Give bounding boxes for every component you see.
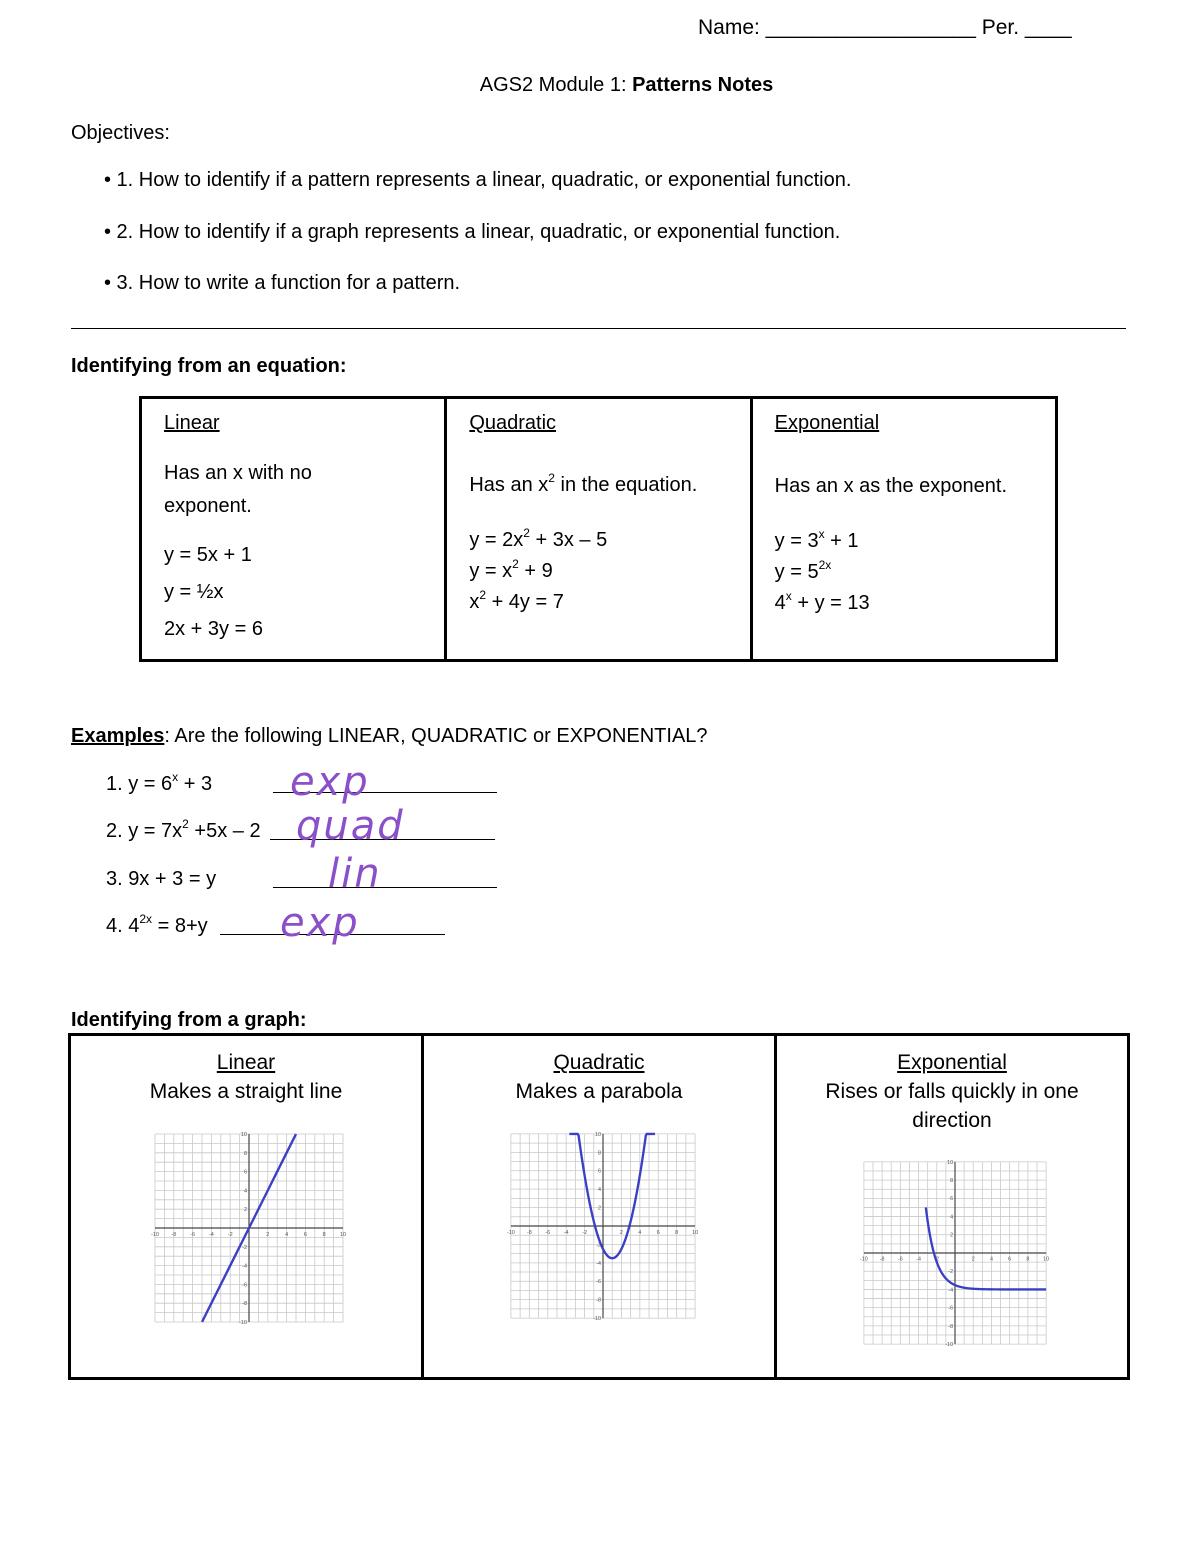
y-tick-label: 6 xyxy=(243,1169,247,1176)
example-4: 4. $4^{2x} = 8+y$ xyxy=(106,912,208,937)
x-tick-label: -8 xyxy=(171,1232,177,1238)
equation: y = 5x + 1 xyxy=(164,544,252,566)
linear-graph xyxy=(151,1130,347,1326)
equation: y = ½x xyxy=(164,581,224,603)
objective-item: • 1. How to identify if a pattern represents a linear, quadratic, or exponential function. xyxy=(104,169,852,191)
y-tick-label: 10 xyxy=(240,1132,247,1138)
linear-description: Has an x with no exponent. xyxy=(164,462,312,517)
x-tick-label: -6 xyxy=(897,1256,903,1263)
section-divider xyxy=(71,328,1126,329)
y-tick-label: -4 xyxy=(242,1263,247,1270)
x-tick-label: -10 xyxy=(507,1229,515,1236)
examples-prompt: Examples: Are the following LINEAR, QUADRATIC or EXPONENTIAL? xyxy=(71,725,708,747)
x-tick-label: 8 xyxy=(1026,1256,1030,1263)
example-3: 3. 9x + 3 = y xyxy=(106,868,217,890)
y-tick-label: 4 xyxy=(950,1214,954,1221)
y-tick-label: -10 xyxy=(239,1320,247,1326)
x-tick-label: -6 xyxy=(545,1229,551,1236)
x-tick-label: 2 xyxy=(971,1256,975,1263)
equation: $y = 2x^2 + 3x - 5$ xyxy=(469,526,608,551)
equation: $y = 5^{2x}$ xyxy=(774,558,832,583)
x-tick-label: -4 xyxy=(208,1232,214,1238)
y-tick-label: 8 xyxy=(950,1178,954,1185)
x-tick-label: -10 xyxy=(860,1256,868,1263)
equation-section-heading: Identifying from an equation: xyxy=(71,355,347,377)
x-tick-label: 2 xyxy=(266,1232,270,1238)
y-tick-label: -6 xyxy=(242,1282,247,1289)
quadratic-heading: Quadratic xyxy=(469,412,557,434)
y-tick-label: 8 xyxy=(243,1150,247,1157)
quadratic-graph-heading: Quadratic xyxy=(553,1051,645,1074)
linear-graph-column xyxy=(71,1036,424,1377)
objective-item: • 3. How to write a function for a pattern. xyxy=(104,272,461,294)
equation: $x^2 + 4y = 7$ xyxy=(469,588,564,613)
handwritten-answer-4: exp xyxy=(280,900,360,946)
title-bold: Patterns Notes xyxy=(632,74,774,96)
y-tick-label: -8 xyxy=(596,1297,602,1304)
name-period-line: Name: __________________ Per. ____ xyxy=(698,16,1072,39)
equation: $y = x^2 + 9$ xyxy=(469,557,553,582)
x-tick-label: 8 xyxy=(675,1229,679,1236)
exponential-graph-description: Rises or falls quickly in one direction xyxy=(825,1080,1079,1132)
x-tick-label: -2 xyxy=(582,1229,587,1236)
y-tick-label: 8 xyxy=(598,1150,602,1157)
y-tick-label: -10 xyxy=(945,1342,954,1348)
quadratic-equations xyxy=(469,526,608,614)
x-tick-label: 4 xyxy=(285,1232,289,1238)
y-tick-label: 2 xyxy=(950,1232,954,1239)
x-tick-label: 2 xyxy=(619,1229,623,1236)
x-tick-label: -10 xyxy=(151,1232,159,1238)
x-tick-label: -6 xyxy=(190,1232,196,1238)
y-tick-label: -4 xyxy=(948,1287,954,1294)
quadratic-graph-column xyxy=(424,1036,777,1377)
y-tick-label: -4 xyxy=(596,1260,602,1267)
x-tick-label: 6 xyxy=(1008,1256,1012,1263)
equation-table xyxy=(139,396,1058,662)
examples-label: Examples xyxy=(71,725,165,747)
example-2: 2. $y = 7x^2 +5x - 2$ xyxy=(106,817,261,842)
handwritten-answer-2: quad xyxy=(296,803,405,849)
equation: 2x + 3y = 6 xyxy=(164,618,263,640)
quadratic-graph-description: Makes a parabola xyxy=(515,1080,683,1103)
answer-blank-3[interactable] xyxy=(273,887,497,888)
objective-item: • 2. How to identify if a graph represents a linear, quadratic, or exponential function. xyxy=(104,221,841,243)
x-tick-label: 10 xyxy=(1043,1256,1050,1263)
exponential-heading: Exponential xyxy=(774,412,880,434)
graph-table xyxy=(68,1033,1130,1380)
y-tick-label: 10 xyxy=(947,1159,954,1166)
x-tick-label: 10 xyxy=(692,1229,699,1236)
document-title xyxy=(0,74,1200,97)
y-tick-label: -10 xyxy=(593,1316,602,1322)
graph-section-heading: Identifying from a graph: xyxy=(71,1009,307,1031)
y-tick-label: -2 xyxy=(948,1269,954,1276)
y-tick-label: -2 xyxy=(596,1242,602,1249)
x-tick-label: 6 xyxy=(303,1232,307,1238)
example-1: 1. $y = 6^x + 3$ xyxy=(106,770,213,795)
x-tick-label: 4 xyxy=(989,1256,993,1263)
y-tick-label: 2 xyxy=(598,1205,602,1212)
y-tick-label: -6 xyxy=(948,1305,954,1312)
y-tick-label: 2 xyxy=(243,1207,247,1214)
equation: $4^x + y = 13$ xyxy=(774,589,870,614)
x-tick-label: 6 xyxy=(656,1229,660,1236)
y-tick-label: 4 xyxy=(243,1188,247,1195)
x-tick-label: 8 xyxy=(322,1232,326,1238)
y-tick-label: -2 xyxy=(242,1244,247,1251)
y-tick-label: -8 xyxy=(948,1323,954,1330)
exponential-column xyxy=(753,399,1055,659)
y-tick-label: -6 xyxy=(596,1279,602,1286)
exponential-graph-column xyxy=(777,1036,1127,1377)
linear-column xyxy=(142,399,447,659)
x-tick-label: -4 xyxy=(563,1229,569,1236)
quadratic-graph xyxy=(507,1130,699,1322)
quadratic-column xyxy=(447,399,752,659)
linear-graph-description: Makes a straight line xyxy=(149,1080,343,1103)
y-tick-label: -8 xyxy=(242,1301,247,1308)
linear-heading: Linear xyxy=(164,412,220,434)
x-tick-label: -2 xyxy=(227,1232,233,1238)
x-tick-label: -8 xyxy=(879,1256,885,1263)
exponential-equations xyxy=(774,527,870,615)
x-tick-label: -8 xyxy=(526,1229,532,1236)
objectives-heading: Objectives: xyxy=(71,122,170,144)
quadratic-description: Has an $x^2$ in the equation. xyxy=(469,471,698,496)
exponential-graph xyxy=(860,1158,1050,1348)
x-tick-label: -2 xyxy=(934,1256,940,1263)
y-tick-label: 6 xyxy=(598,1168,602,1175)
y-tick-label: 6 xyxy=(950,1196,954,1203)
equation: $y = 3^x + 1$ xyxy=(774,527,859,552)
handwritten-answer-1: exp xyxy=(290,759,370,805)
y-tick-label: 10 xyxy=(595,1131,602,1138)
y-tick-label: 4 xyxy=(598,1187,602,1194)
handwritten-answer-3: lin xyxy=(328,851,382,897)
linear-graph-heading: Linear xyxy=(216,1051,276,1074)
linear-equations xyxy=(164,544,263,641)
x-tick-label: 10 xyxy=(339,1232,347,1238)
x-tick-label: -4 xyxy=(916,1256,921,1263)
exponential-graph-heading: Exponential xyxy=(897,1051,1007,1074)
title-prefix: AGS2 Module 1: xyxy=(479,74,633,96)
exponential-description: Has an x as the exponent. xyxy=(774,475,1008,497)
x-tick-label: 4 xyxy=(638,1229,642,1236)
